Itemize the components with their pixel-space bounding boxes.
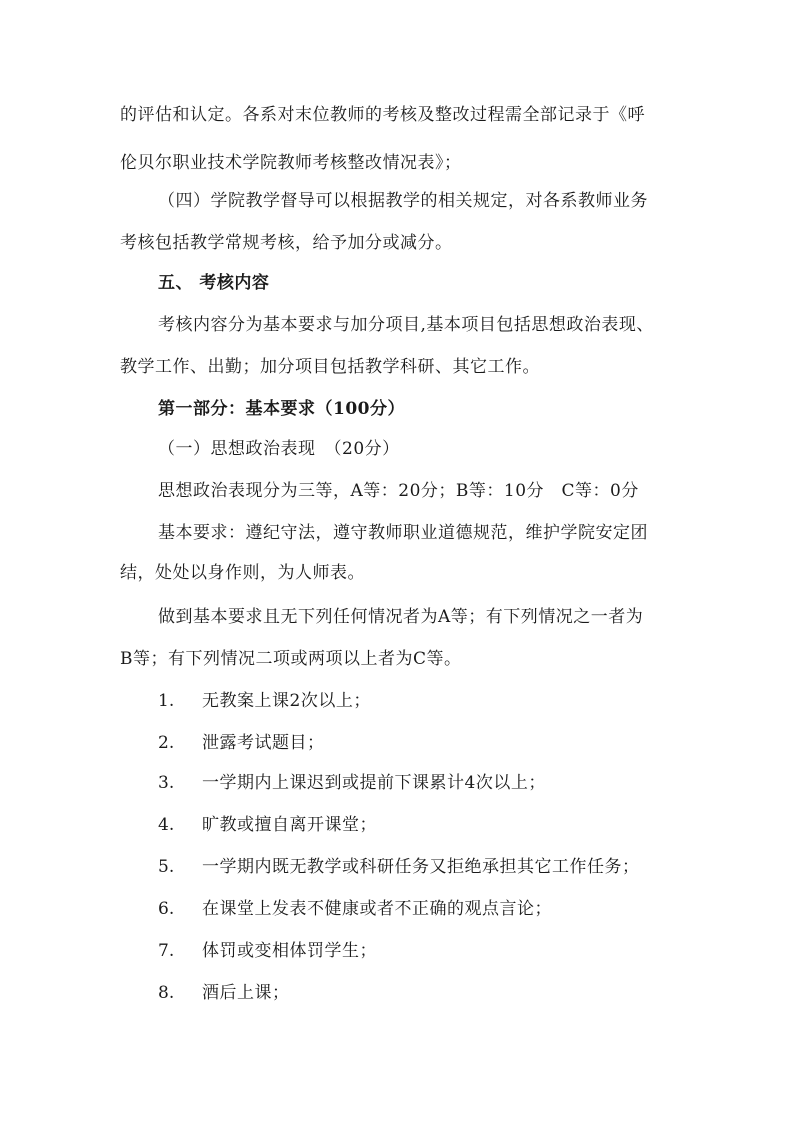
list-text: 体罚或变相体罚学生；: [202, 941, 377, 961]
list-item: [158, 856, 640, 878]
list-number: 2.: [158, 733, 175, 753]
list-text: 旷教或擅自离开课堂；: [202, 815, 377, 835]
list-item: [158, 772, 546, 794]
list-text: 泄露考试题目；: [202, 733, 325, 753]
list-number: 8.: [158, 983, 175, 1003]
paragraph-line: 做到基本要求且无下列任何情况者为A等；有下列情况之一者为: [158, 607, 644, 627]
list-text: 在课堂上发表不健康或者不正确的观点言论；: [202, 899, 552, 919]
list-item: [158, 690, 371, 712]
list-item: [158, 814, 377, 836]
list-item: [158, 982, 290, 1004]
paragraph-line: 考核包括教学常规考核，给予加分或减分。: [120, 233, 453, 253]
paragraph-line: 考核内容分为基本要求与加分项目,基本项目包括思想政治表现、: [158, 315, 654, 335]
paragraph-line: 教学工作、出勤；加分项目包括教学科研、其它工作。: [120, 357, 540, 377]
list-item: [158, 898, 552, 920]
paragraph-line: （四）学院教学督导可以根据教学的相关规定，对各系教师业务: [158, 191, 648, 211]
paragraph-line: 结，处处以身作则，为人师表。: [120, 563, 365, 583]
list-number: 7.: [158, 941, 175, 961]
paragraph-line: 的评估和认定。各系对末位教师的考核及整改过程需全部记录于《呼: [120, 105, 645, 125]
list-text: 一学期内既无教学或科研任务又拒绝承担其它工作任务；: [202, 857, 640, 877]
paragraph-line: 思想政治表现分为三等，A等：20分；B等：10分 C等：0分: [158, 481, 639, 501]
section-heading: 五、 考核内容: [158, 273, 270, 293]
list-number: 1.: [158, 691, 175, 711]
subsection-heading: （一）思想政治表现 （20分）: [158, 439, 400, 459]
list-number: 5.: [158, 857, 175, 877]
paragraph-line: 基本要求：遵纪守法，遵守教师职业道德规范，维护学院安定团: [158, 523, 648, 543]
list-text: 一学期内上课迟到或提前下课累计4次以上；: [202, 773, 546, 793]
paragraph-line: 伦贝尔职业技术学院教师考核整改情况表》；: [120, 153, 462, 173]
list-number: 6.: [158, 899, 175, 919]
list-number: 3.: [158, 773, 175, 793]
part-heading: 第一部分：基本要求（100分）: [158, 399, 405, 419]
list-item: [158, 732, 325, 754]
list-number: 4.: [158, 815, 175, 835]
paragraph-line: B等；有下列情况二项或两项以上者为C等。: [120, 649, 462, 669]
list-text: 酒后上课；: [202, 983, 290, 1003]
list-text: 无教案上课2次以上；: [202, 691, 371, 711]
list-item: [158, 940, 377, 962]
